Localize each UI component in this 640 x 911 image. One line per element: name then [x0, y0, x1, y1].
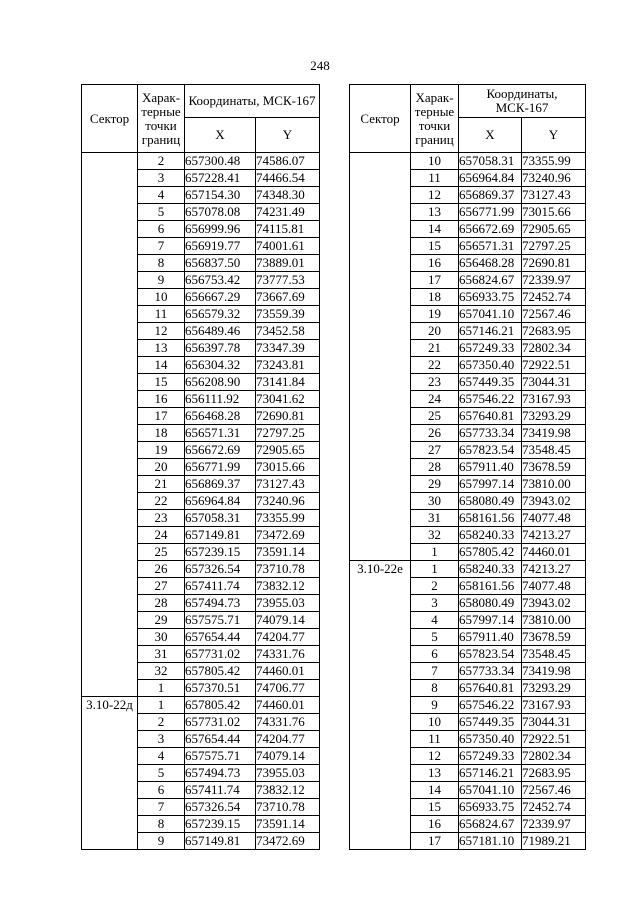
y-coordinate-cell: 72339.97	[522, 272, 586, 289]
x-coordinate-cell: 656397.78	[185, 340, 256, 357]
point-number-cell: 10	[411, 714, 459, 731]
x-coordinate-cell: 658240.33	[459, 527, 522, 544]
x-coordinate-cell: 657997.14	[459, 476, 522, 493]
y-coordinate-cell: 73559.39	[256, 306, 320, 323]
point-number-cell: 17	[411, 833, 459, 850]
point-number-cell: 6	[138, 221, 185, 238]
x-coordinate-cell: 657350.40	[459, 731, 522, 748]
y-coordinate-cell: 73667.69	[256, 289, 320, 306]
point-number-cell: 17	[411, 272, 459, 289]
y-coordinate-cell: 72905.65	[256, 442, 320, 459]
x-coordinate-cell: 657449.35	[459, 374, 522, 391]
x-coordinate-cell: 657546.22	[459, 697, 522, 714]
y-coordinate-cell: 73710.78	[256, 799, 320, 816]
y-coordinate-cell: 73167.93	[522, 391, 586, 408]
y-coordinate-cell: 73293.29	[522, 408, 586, 425]
y-coordinate-cell: 73419.98	[522, 663, 586, 680]
x-coordinate-cell: 656489.46	[185, 323, 256, 340]
y-coordinate-cell: 73472.69	[256, 833, 320, 850]
y-coordinate-cell: 74466.54	[256, 170, 320, 187]
y-coordinate-cell: 73591.14	[256, 816, 320, 833]
point-number-cell: 30	[411, 493, 459, 510]
y-coordinate-cell: 73141.84	[256, 374, 320, 391]
x-coordinate-cell: 657228.41	[185, 170, 256, 187]
x-coordinate-cell: 656771.99	[185, 459, 256, 476]
x-coordinate-cell: 656753.42	[185, 272, 256, 289]
y-coordinate-cell: 72802.34	[522, 748, 586, 765]
y-coordinate-cell: 73810.00	[522, 476, 586, 493]
x-coordinate-cell: 657249.33	[459, 340, 522, 357]
x-coordinate-cell: 657249.33	[459, 748, 522, 765]
point-number-cell: 2	[138, 714, 185, 731]
x-coordinate-cell: 656672.69	[459, 221, 522, 238]
y-coordinate-cell: 73127.43	[522, 187, 586, 204]
point-number-cell: 2	[138, 153, 185, 170]
point-number-cell: 13	[138, 340, 185, 357]
y-coordinate-cell: 73127.43	[256, 476, 320, 493]
x-coordinate-cell: 657997.14	[459, 612, 522, 629]
x-coordinate-cell: 657058.31	[185, 510, 256, 527]
x-coordinate-cell: 656208.90	[185, 374, 256, 391]
point-number-cell: 23	[411, 374, 459, 391]
x-coordinate-cell: 657326.54	[185, 799, 256, 816]
x-coordinate-cell: 656933.75	[459, 289, 522, 306]
table-row	[82, 153, 320, 170]
y-coordinate-cell: 73015.66	[256, 459, 320, 476]
x-coordinate-cell: 658240.33	[459, 561, 522, 578]
point-number-cell: 32	[411, 527, 459, 544]
y-coordinate-cell: 73293.29	[522, 680, 586, 697]
x-coordinate-cell: 657149.81	[185, 833, 256, 850]
y-coordinate-cell: 74001.61	[256, 238, 320, 255]
x-coordinate-cell: 657654.44	[185, 731, 256, 748]
point-number-cell: 7	[138, 238, 185, 255]
y-coordinate-cell: 74331.76	[256, 714, 320, 731]
y-coordinate-cell: 73419.98	[522, 425, 586, 442]
y-coordinate-cell: 73240.96	[256, 493, 320, 510]
x-coordinate-cell: 657411.74	[185, 578, 256, 595]
header-point: Харак-терные точки границ	[411, 85, 459, 153]
point-number-cell: 13	[411, 204, 459, 221]
y-coordinate-cell: 72797.25	[522, 238, 586, 255]
point-number-cell: 22	[138, 493, 185, 510]
x-coordinate-cell: 657731.02	[185, 646, 256, 663]
x-coordinate-cell: 657733.34	[459, 425, 522, 442]
x-coordinate-cell: 657326.54	[185, 561, 256, 578]
x-coordinate-cell: 656771.99	[459, 204, 522, 221]
y-coordinate-cell: 73810.00	[522, 612, 586, 629]
point-number-cell: 15	[138, 374, 185, 391]
y-coordinate-cell: 72452.74	[522, 289, 586, 306]
point-number-cell: 26	[411, 425, 459, 442]
table-body	[82, 153, 320, 850]
y-coordinate-cell: 74115.81	[256, 221, 320, 238]
x-coordinate-cell: 656571.31	[459, 238, 522, 255]
x-coordinate-cell: 657149.81	[185, 527, 256, 544]
y-coordinate-cell: 73832.12	[256, 782, 320, 799]
point-number-cell: 1	[138, 680, 185, 697]
point-number-cell: 4	[138, 187, 185, 204]
x-coordinate-cell: 656964.84	[185, 493, 256, 510]
y-coordinate-cell: 72567.46	[522, 306, 586, 323]
y-coordinate-cell: 72452.74	[522, 799, 586, 816]
table-row	[350, 561, 586, 578]
y-coordinate-cell: 73548.45	[522, 646, 586, 663]
y-coordinate-cell: 73548.45	[522, 442, 586, 459]
point-number-cell: 1	[138, 697, 185, 714]
x-coordinate-cell: 657239.15	[185, 544, 256, 561]
y-coordinate-cell: 74213.27	[522, 561, 586, 578]
x-coordinate-cell: 657146.21	[459, 323, 522, 340]
point-number-cell: 20	[138, 459, 185, 476]
header-coordinates: Координаты, МСК-167	[185, 85, 320, 118]
y-coordinate-cell: 72802.34	[522, 340, 586, 357]
point-number-cell: 9	[138, 272, 185, 289]
y-coordinate-cell: 72690.81	[522, 255, 586, 272]
y-coordinate-cell: 72683.95	[522, 323, 586, 340]
x-coordinate-cell: 657146.21	[459, 765, 522, 782]
y-coordinate-cell: 74460.01	[256, 697, 320, 714]
y-coordinate-cell: 73943.02	[522, 595, 586, 612]
header-sector: Сектор	[350, 85, 411, 153]
y-coordinate-cell: 72922.51	[522, 357, 586, 374]
point-number-cell: 3	[138, 170, 185, 187]
point-number-cell: 21	[411, 340, 459, 357]
point-number-cell: 4	[411, 612, 459, 629]
point-number-cell: 12	[411, 187, 459, 204]
point-number-cell: 6	[411, 646, 459, 663]
y-coordinate-cell: 74706.77	[256, 680, 320, 697]
point-number-cell: 8	[138, 255, 185, 272]
point-number-cell: 25	[411, 408, 459, 425]
x-coordinate-cell: 656468.28	[459, 255, 522, 272]
x-coordinate-cell: 657041.10	[459, 782, 522, 799]
y-coordinate-cell: 74586.07	[256, 153, 320, 170]
y-coordinate-cell: 74331.76	[256, 646, 320, 663]
point-number-cell: 14	[411, 221, 459, 238]
point-number-cell: 24	[138, 527, 185, 544]
coordinates-table-left	[81, 84, 320, 850]
x-coordinate-cell: 656571.31	[185, 425, 256, 442]
point-number-cell: 29	[411, 476, 459, 493]
y-coordinate-cell: 73355.99	[256, 510, 320, 527]
point-number-cell: 28	[411, 459, 459, 476]
x-coordinate-cell: 658080.49	[459, 595, 522, 612]
x-coordinate-cell: 656919.77	[185, 238, 256, 255]
y-coordinate-cell: 73710.78	[256, 561, 320, 578]
point-number-cell: 14	[411, 782, 459, 799]
y-coordinate-cell: 73452.58	[256, 323, 320, 340]
header-sector: Сектор	[82, 85, 138, 153]
y-coordinate-cell: 72690.81	[256, 408, 320, 425]
y-coordinate-cell: 74213.27	[522, 527, 586, 544]
page-number: 248	[310, 58, 330, 73]
x-coordinate-cell: 656933.75	[459, 799, 522, 816]
y-coordinate-cell: 73240.96	[522, 170, 586, 187]
point-number-cell: 4	[138, 748, 185, 765]
y-coordinate-cell: 74079.14	[256, 612, 320, 629]
y-coordinate-cell: 74231.49	[256, 204, 320, 221]
point-number-cell: 9	[411, 697, 459, 714]
point-number-cell: 10	[138, 289, 185, 306]
point-number-cell: 17	[138, 408, 185, 425]
point-number-cell: 12	[138, 323, 185, 340]
x-coordinate-cell: 657300.48	[185, 153, 256, 170]
header-y: Y	[522, 118, 586, 153]
point-number-cell: 3	[138, 731, 185, 748]
y-coordinate-cell: 73591.14	[256, 544, 320, 561]
y-coordinate-cell: 71989.21	[522, 833, 586, 850]
point-number-cell: 2	[411, 578, 459, 595]
table-body	[350, 153, 586, 850]
point-number-cell: 8	[138, 816, 185, 833]
point-number-cell: 6	[138, 782, 185, 799]
point-number-cell: 18	[411, 289, 459, 306]
header-point: Харак-терные точки границ	[138, 85, 185, 153]
point-number-cell: 20	[411, 323, 459, 340]
x-coordinate-cell: 657640.81	[459, 408, 522, 425]
point-number-cell: 19	[138, 442, 185, 459]
x-coordinate-cell: 657041.10	[459, 306, 522, 323]
x-coordinate-cell: 656837.50	[185, 255, 256, 272]
x-coordinate-cell: 657805.42	[185, 663, 256, 680]
x-coordinate-cell: 657640.81	[459, 680, 522, 697]
point-number-cell: 9	[138, 833, 185, 850]
y-coordinate-cell: 73777.53	[256, 272, 320, 289]
y-coordinate-cell: 73044.31	[522, 714, 586, 731]
x-coordinate-cell: 656579.32	[185, 306, 256, 323]
point-number-cell: 14	[138, 357, 185, 374]
y-coordinate-cell: 73472.69	[256, 527, 320, 544]
header-y: Y	[256, 118, 320, 153]
point-number-cell: 23	[138, 510, 185, 527]
x-coordinate-cell: 657823.54	[459, 442, 522, 459]
point-number-cell: 16	[411, 816, 459, 833]
y-coordinate-cell: 73355.99	[522, 153, 586, 170]
point-number-cell: 27	[138, 578, 185, 595]
point-number-cell: 11	[411, 170, 459, 187]
y-coordinate-cell: 74348.30	[256, 187, 320, 204]
y-coordinate-cell: 73832.12	[256, 578, 320, 595]
y-coordinate-cell: 74204.77	[256, 629, 320, 646]
y-coordinate-cell: 72922.51	[522, 731, 586, 748]
point-number-cell: 1	[411, 561, 459, 578]
point-number-cell: 8	[411, 680, 459, 697]
point-number-cell: 32	[138, 663, 185, 680]
point-number-cell: 27	[411, 442, 459, 459]
x-coordinate-cell: 656468.28	[185, 408, 256, 425]
y-coordinate-cell: 72797.25	[256, 425, 320, 442]
x-coordinate-cell: 657239.15	[185, 816, 256, 833]
x-coordinate-cell: 657350.40	[459, 357, 522, 374]
y-coordinate-cell: 73678.59	[522, 629, 586, 646]
x-coordinate-cell: 658080.49	[459, 493, 522, 510]
point-number-cell: 22	[411, 357, 459, 374]
y-coordinate-cell: 73955.03	[256, 765, 320, 782]
y-coordinate-cell: 73167.93	[522, 697, 586, 714]
x-coordinate-cell: 656824.67	[459, 816, 522, 833]
point-number-cell: 10	[411, 153, 459, 170]
point-number-cell: 11	[411, 731, 459, 748]
x-coordinate-cell: 656667.29	[185, 289, 256, 306]
x-coordinate-cell: 657494.73	[185, 595, 256, 612]
x-coordinate-cell: 657058.31	[459, 153, 522, 170]
y-coordinate-cell: 74460.01	[522, 544, 586, 561]
point-number-cell: 5	[138, 765, 185, 782]
sector-cell: 3.10-22д	[82, 697, 138, 850]
y-coordinate-cell: 74460.01	[256, 663, 320, 680]
x-coordinate-cell: 657805.42	[459, 544, 522, 561]
header-x: X	[459, 118, 522, 153]
x-coordinate-cell: 657494.73	[185, 765, 256, 782]
point-number-cell: 7	[411, 663, 459, 680]
y-coordinate-cell: 73347.39	[256, 340, 320, 357]
y-coordinate-cell: 74077.48	[522, 510, 586, 527]
x-coordinate-cell: 656869.37	[185, 476, 256, 493]
x-coordinate-cell: 657078.08	[185, 204, 256, 221]
x-coordinate-cell: 658161.56	[459, 510, 522, 527]
x-coordinate-cell: 657823.54	[459, 646, 522, 663]
point-number-cell: 26	[138, 561, 185, 578]
x-coordinate-cell: 657154.30	[185, 187, 256, 204]
y-coordinate-cell: 73955.03	[256, 595, 320, 612]
y-coordinate-cell: 73041.62	[256, 391, 320, 408]
y-coordinate-cell: 73943.02	[522, 493, 586, 510]
x-coordinate-cell: 656304.32	[185, 357, 256, 374]
x-coordinate-cell: 657546.22	[459, 391, 522, 408]
y-coordinate-cell: 73243.81	[256, 357, 320, 374]
point-number-cell: 11	[138, 306, 185, 323]
coordinates-table-right	[349, 84, 586, 850]
y-coordinate-cell: 73015.66	[522, 204, 586, 221]
x-coordinate-cell: 656824.67	[459, 272, 522, 289]
header-x: X	[185, 118, 256, 153]
point-number-cell: 30	[138, 629, 185, 646]
point-number-cell: 31	[138, 646, 185, 663]
y-coordinate-cell: 72683.95	[522, 765, 586, 782]
y-coordinate-cell: 74079.14	[256, 748, 320, 765]
point-number-cell: 5	[138, 204, 185, 221]
y-coordinate-cell: 72905.65	[522, 221, 586, 238]
x-coordinate-cell: 657575.71	[185, 612, 256, 629]
point-number-cell: 15	[411, 799, 459, 816]
x-coordinate-cell: 657654.44	[185, 629, 256, 646]
x-coordinate-cell: 657370.51	[185, 680, 256, 697]
point-number-cell: 13	[411, 765, 459, 782]
point-number-cell: 12	[411, 748, 459, 765]
sector-cell	[350, 153, 411, 561]
y-coordinate-cell: 72567.46	[522, 782, 586, 799]
point-number-cell: 7	[138, 799, 185, 816]
y-coordinate-cell: 72339.97	[522, 816, 586, 833]
point-number-cell: 18	[138, 425, 185, 442]
x-coordinate-cell: 656111.92	[185, 391, 256, 408]
x-coordinate-cell: 657449.35	[459, 714, 522, 731]
point-number-cell: 24	[411, 391, 459, 408]
point-number-cell: 3	[411, 595, 459, 612]
x-coordinate-cell: 657911.40	[459, 629, 522, 646]
y-coordinate-cell: 73889.01	[256, 255, 320, 272]
point-number-cell: 21	[138, 476, 185, 493]
x-coordinate-cell: 657911.40	[459, 459, 522, 476]
x-coordinate-cell: 656869.37	[459, 187, 522, 204]
y-coordinate-cell: 73678.59	[522, 459, 586, 476]
x-coordinate-cell: 657575.71	[185, 748, 256, 765]
x-coordinate-cell: 656672.69	[185, 442, 256, 459]
point-number-cell: 15	[411, 238, 459, 255]
x-coordinate-cell: 657411.74	[185, 782, 256, 799]
y-coordinate-cell: 73044.31	[522, 374, 586, 391]
point-number-cell: 29	[138, 612, 185, 629]
x-coordinate-cell: 658161.56	[459, 578, 522, 595]
x-coordinate-cell: 657733.34	[459, 663, 522, 680]
x-coordinate-cell: 656964.84	[459, 170, 522, 187]
sector-cell	[82, 153, 138, 697]
point-number-cell: 5	[411, 629, 459, 646]
table-row	[82, 697, 320, 714]
x-coordinate-cell: 657805.42	[185, 697, 256, 714]
point-number-cell: 16	[411, 255, 459, 272]
y-coordinate-cell: 74077.48	[522, 578, 586, 595]
table-row	[350, 153, 586, 170]
x-coordinate-cell: 657181.10	[459, 833, 522, 850]
header-coordinates: Координаты, МСК-167	[459, 85, 586, 118]
x-coordinate-cell: 657731.02	[185, 714, 256, 731]
sector-cell: 3.10-22е	[350, 561, 411, 850]
point-number-cell: 28	[138, 595, 185, 612]
y-coordinate-cell: 74204.77	[256, 731, 320, 748]
point-number-cell: 25	[138, 544, 185, 561]
point-number-cell: 1	[411, 544, 459, 561]
point-number-cell: 31	[411, 510, 459, 527]
x-coordinate-cell: 656999.96	[185, 221, 256, 238]
point-number-cell: 19	[411, 306, 459, 323]
point-number-cell: 16	[138, 391, 185, 408]
